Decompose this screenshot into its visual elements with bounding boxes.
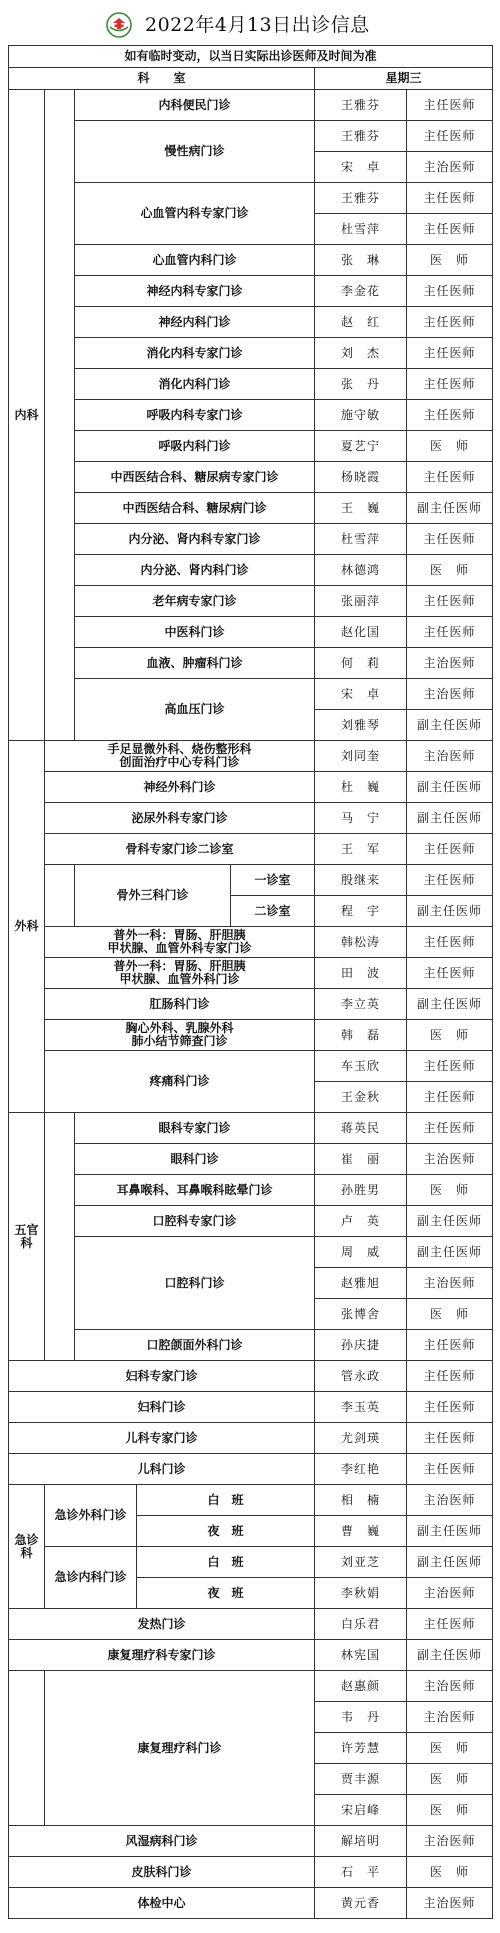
doctor-title: 主任医师 [407, 1609, 493, 1640]
dept-spacer [45, 865, 75, 927]
dept-name [45, 1020, 315, 1051]
doctor-name: 杜雪萍 [315, 214, 407, 245]
dept-name: 急诊外科门诊 [45, 1485, 137, 1547]
table-row [9, 1175, 493, 1206]
doctor-name: 车玉欣 [315, 1051, 407, 1082]
doctor-title: 主任医师 [407, 1423, 493, 1454]
doctor-name: 白乐君 [315, 1609, 407, 1640]
doctor-name: 许芳慧 [315, 1733, 407, 1764]
dept-name: 口腔颌面外科门诊 [75, 1330, 315, 1361]
shift-name: 夜 班 [137, 1578, 315, 1609]
doctor-title: 主治医师 [407, 1888, 493, 1919]
dept-name: 呼吸内科专家门诊 [75, 400, 315, 431]
dept-name: 呼吸内科门诊 [75, 431, 315, 462]
doctor-title: 主任医师 [407, 865, 493, 896]
room-name: 一诊室 [231, 865, 315, 896]
doctor-title: 医 师 [407, 1857, 493, 1888]
doctor-name: 马 宁 [315, 803, 407, 834]
table-row [9, 369, 493, 400]
doctor-title: 主治医师 [407, 1578, 493, 1609]
table-row [9, 1857, 493, 1888]
doctor-title: 副主任医师 [407, 1516, 493, 1547]
dept-name: 儿科专家门诊 [9, 1423, 315, 1454]
table-row [9, 1206, 493, 1237]
doctor-title: 医 师 [407, 1764, 493, 1795]
doctor-name: 田 波 [315, 958, 407, 989]
doctor-name: 宋 卓 [315, 679, 407, 710]
doctor-name: 张 琳 [315, 245, 407, 276]
table-row [9, 1113, 493, 1144]
dept-name: 内分泌、肾内科门诊 [75, 555, 315, 586]
dept-name: 血液、肿瘤科门诊 [75, 648, 315, 679]
category-waike: 外科 [9, 741, 45, 1113]
doctor-name: 王 巍 [315, 493, 407, 524]
doctor-name: 李立英 [315, 989, 407, 1020]
room-name: 二诊室 [231, 896, 315, 927]
doctor-title: 主任医师 [407, 1454, 493, 1485]
doctor-title: 主任医师 [407, 338, 493, 369]
doctor-title: 主治医师 [407, 1702, 493, 1733]
doctor-name: 王雅芬 [315, 121, 407, 152]
category-jizhen: 急诊科 [9, 1485, 45, 1609]
header [0, 0, 500, 44]
doctor-title: 医 师 [407, 245, 493, 276]
table-row [9, 679, 493, 710]
doctor-name: 赵 红 [315, 307, 407, 338]
doctor-title: 主治医师 [407, 741, 493, 772]
doctor-title: 副主任医师 [407, 803, 493, 834]
dept-name: 骨外三科门诊 [75, 865, 231, 927]
table-row [9, 307, 493, 338]
schedule-table [8, 45, 493, 1919]
doctor-title: 主治医师 [407, 679, 493, 710]
dept-name-line1: 普外一科：胃肠、肝胆胰 [113, 928, 246, 942]
doctor-name: 王金秋 [315, 1082, 407, 1113]
doctor-name: 刘 杰 [315, 338, 407, 369]
dept-name: 中西医结合科、糖尿病门诊 [75, 493, 315, 524]
dept-name: 急诊内科门诊 [45, 1547, 137, 1609]
doctor-name: 李秋娟 [315, 1578, 407, 1609]
table-row [9, 834, 493, 865]
doctor-name: 李红艳 [315, 1454, 407, 1485]
dept-name: 中医科门诊 [75, 617, 315, 648]
doctor-name: 崔 丽 [315, 1144, 407, 1175]
doctor-name: 贾丰源 [315, 1764, 407, 1795]
dept-name [45, 927, 315, 958]
doctor-name: 刘同奎 [315, 741, 407, 772]
dept-name-line2: 肺小结节筛查门诊 [131, 1034, 228, 1048]
doctor-title: 主治医师 [407, 1671, 493, 1702]
table-row [9, 1826, 493, 1857]
doctor-title: 主任医师 [407, 1082, 493, 1113]
table-row [9, 865, 493, 896]
table-row [9, 648, 493, 679]
table-row [9, 90, 493, 121]
table-row [9, 1423, 493, 1454]
doctor-name: 韦 丹 [315, 1702, 407, 1733]
dept-name: 心血管内科专家门诊 [75, 183, 315, 245]
doctor-title: 副主任医师 [407, 1206, 493, 1237]
table-row [9, 1671, 493, 1702]
doctor-title: 主任医师 [407, 214, 493, 245]
dept-name [45, 958, 315, 989]
dept-name [45, 741, 315, 772]
doctor-title: 副主任医师 [407, 1547, 493, 1578]
doctor-name: 韩松涛 [315, 927, 407, 958]
doctor-title: 主任医师 [407, 617, 493, 648]
table-row [9, 276, 493, 307]
table-row [9, 555, 493, 586]
doctor-name: 赵化国 [315, 617, 407, 648]
doctor-name: 石 平 [315, 1857, 407, 1888]
doctor-name: 管永政 [315, 1361, 407, 1392]
table-row [9, 1051, 493, 1082]
category-wuguan: 五官科 [9, 1113, 45, 1361]
table-row [9, 1485, 493, 1516]
shift-name: 白 班 [137, 1485, 315, 1516]
dept-name-line1: 手足显微外科、烧伤整形科 [107, 742, 252, 756]
dept-name: 康复理疗科门诊 [45, 1671, 315, 1826]
table-row [9, 958, 493, 989]
dept-name: 内分泌、肾内科专家门诊 [75, 524, 315, 555]
doctor-title: 医 师 [407, 1020, 493, 1051]
table-row [9, 1547, 493, 1578]
doctor-name: 解培明 [315, 1826, 407, 1857]
table-row [9, 1144, 493, 1175]
table-row [9, 617, 493, 648]
doctor-title: 主任医师 [407, 276, 493, 307]
dept-name-line2: 甲状腺、血管外科专家门诊 [107, 941, 252, 955]
header-row [9, 68, 493, 90]
doctor-title: 主治医师 [407, 648, 493, 679]
doctor-title: 医 师 [407, 431, 493, 462]
table-row [9, 1237, 493, 1268]
table-row [9, 803, 493, 834]
doctor-title: 主治医师 [407, 1144, 493, 1175]
doctor-title: 主任医师 [407, 369, 493, 400]
dept-name: 眼科专家门诊 [75, 1113, 315, 1144]
doctor-title: 主任医师 [407, 90, 493, 121]
dept-name: 泌尿外科专家门诊 [45, 803, 315, 834]
dept-name: 发热门诊 [9, 1609, 315, 1640]
hospital-logo-icon [106, 12, 132, 38]
table-row [9, 586, 493, 617]
table-row [9, 183, 493, 214]
dept-name: 老年病专家门诊 [75, 586, 315, 617]
dept-name: 妇科专家门诊 [9, 1361, 315, 1392]
doctor-name: 夏艺宁 [315, 431, 407, 462]
doctor-title: 主任医师 [407, 307, 493, 338]
notice-row [9, 46, 493, 68]
doctor-title: 医 师 [407, 1795, 493, 1826]
doctor-title: 副主任医师 [407, 989, 493, 1020]
dept-name: 神经内科门诊 [75, 307, 315, 338]
doctor-name: 宋启峰 [315, 1795, 407, 1826]
doctor-name: 蒋英民 [315, 1113, 407, 1144]
doctor-name: 张博舍 [315, 1299, 407, 1330]
dept-name: 骨科专家门诊二诊室 [45, 834, 315, 865]
table-row [9, 431, 493, 462]
table-row [9, 524, 493, 555]
table-row [9, 772, 493, 803]
doctor-title: 主任医师 [407, 958, 493, 989]
doctor-title: 主治医师 [407, 152, 493, 183]
dept-name: 慢性病门诊 [75, 121, 315, 183]
dept-name: 消化内科门诊 [75, 369, 315, 400]
dept-spacer [9, 1671, 45, 1826]
doctor-name: 王 军 [315, 834, 407, 865]
category-neike: 内科 [9, 90, 45, 741]
doctor-name: 相 楠 [315, 1485, 407, 1516]
doctor-title: 主任医师 [407, 1113, 493, 1144]
doctor-title: 副主任医师 [407, 1237, 493, 1268]
dept-name: 神经外科门诊 [45, 772, 315, 803]
doctor-title: 主任医师 [407, 183, 493, 214]
page-title: 2022年4月13日出诊信息 [145, 14, 370, 36]
doctor-name: 尤剑瑛 [315, 1423, 407, 1454]
table-row [9, 121, 493, 152]
doctor-name: 曹 巍 [315, 1516, 407, 1547]
doctor-title: 副主任医师 [407, 493, 493, 524]
shift-name: 白 班 [137, 1547, 315, 1578]
table-row [9, 400, 493, 431]
doctor-name: 王雅芬 [315, 90, 407, 121]
dept-name: 疼痛科门诊 [45, 1051, 315, 1113]
dept-name: 消化内科专家门诊 [75, 338, 315, 369]
doctor-title: 医 师 [407, 1299, 493, 1330]
doctor-title: 主治医师 [407, 1485, 493, 1516]
doctor-title: 副主任医师 [407, 896, 493, 927]
table-row [9, 1454, 493, 1485]
dept-name: 妇科门诊 [9, 1392, 315, 1423]
shift-name: 夜 班 [137, 1516, 315, 1547]
dept-name: 中西医结合科、糖尿病专家门诊 [75, 462, 315, 493]
doctor-name: 施守敏 [315, 400, 407, 431]
doctor-title: 主任医师 [407, 1361, 493, 1392]
dept-name-line2: 甲状腺、血管外科门诊 [119, 972, 240, 986]
table-row [9, 462, 493, 493]
doctor-title: 主任医师 [407, 1330, 493, 1361]
doctor-name: 刘亚芝 [315, 1547, 407, 1578]
column-header-dept: 科 室 [9, 68, 315, 90]
dept-name: 眼科门诊 [75, 1144, 315, 1175]
doctor-title: 主任医师 [407, 927, 493, 958]
dept-name-line1: 胸心外科、乳腺外科 [125, 1021, 234, 1035]
table-row [9, 741, 493, 772]
dept-name-line1: 普外一科：胃肠、肝胆胰 [113, 959, 246, 973]
dept-name: 口腔科专家门诊 [75, 1206, 315, 1237]
doctor-title: 医 师 [407, 1175, 493, 1206]
doctor-name: 张 丹 [315, 369, 407, 400]
dept-name: 康复理疗科专家门诊 [9, 1640, 315, 1671]
dept-name: 耳鼻喉科、耳鼻喉科眩晕门诊 [75, 1175, 315, 1206]
doctor-name: 殷继来 [315, 865, 407, 896]
doctor-name: 杜 巍 [315, 772, 407, 803]
doctor-name: 卢 英 [315, 1206, 407, 1237]
doctor-title: 主任医师 [407, 400, 493, 431]
doctor-name: 李玉英 [315, 1392, 407, 1423]
doctor-name: 孙庆捷 [315, 1330, 407, 1361]
category-neike-spacer [45, 90, 75, 741]
doctor-name: 黄元香 [315, 1888, 407, 1919]
table-row [9, 1330, 493, 1361]
doctor-name: 刘雅琴 [315, 710, 407, 741]
doctor-name: 李金花 [315, 276, 407, 307]
dept-name: 体检中心 [9, 1888, 315, 1919]
dept-name: 皮肤科门诊 [9, 1857, 315, 1888]
notice-text: 如有临时变动，以当日实际出诊医师及时间为准 [9, 46, 493, 68]
doctor-title: 主任医师 [407, 121, 493, 152]
doctor-name: 程 宇 [315, 896, 407, 927]
doctor-title: 副主任医师 [407, 1640, 493, 1671]
dept-name: 肛肠科门诊 [45, 989, 315, 1020]
doctor-title: 主任医师 [407, 586, 493, 617]
dept-name-line2: 创面治疗中心专科门诊 [119, 755, 240, 769]
category-wuguan-spacer [45, 1113, 75, 1361]
doctor-name: 杨晓霞 [315, 462, 407, 493]
table-row [9, 338, 493, 369]
doctor-title: 主任医师 [407, 462, 493, 493]
doctor-title: 主治医师 [407, 1268, 493, 1299]
column-header-wednesday: 星期三 [315, 68, 493, 90]
table-row [9, 1640, 493, 1671]
doctor-title: 主任医师 [407, 1051, 493, 1082]
dept-name: 儿科门诊 [9, 1454, 315, 1485]
dept-name: 神经内科专家门诊 [75, 276, 315, 307]
table-row [9, 1609, 493, 1640]
table-row [9, 245, 493, 276]
table-row [9, 1361, 493, 1392]
table-row [9, 493, 493, 524]
table-row [9, 1392, 493, 1423]
doctor-name: 杜雪萍 [315, 524, 407, 555]
table-row [9, 1888, 493, 1919]
table-row [9, 927, 493, 958]
doctor-name: 林宪国 [315, 1640, 407, 1671]
table-row [9, 989, 493, 1020]
doctor-title: 副主任医师 [407, 710, 493, 741]
doctor-title: 医 师 [407, 1733, 493, 1764]
doctor-name: 林德鸿 [315, 555, 407, 586]
doctor-name: 赵惠颜 [315, 1671, 407, 1702]
doctor-name: 何 莉 [315, 648, 407, 679]
doctor-title: 主任医师 [407, 524, 493, 555]
doctor-title: 医 师 [407, 555, 493, 586]
doctor-name: 宋 卓 [315, 152, 407, 183]
doctor-title: 副主任医师 [407, 772, 493, 803]
doctor-name: 孙胜男 [315, 1175, 407, 1206]
doctor-title: 主任医师 [407, 834, 493, 865]
doctor-name: 韩 磊 [315, 1020, 407, 1051]
doctor-title: 主任医师 [407, 1392, 493, 1423]
doctor-name: 王雅芬 [315, 183, 407, 214]
doctor-title: 主治医师 [407, 1826, 493, 1857]
dept-name: 口腔科门诊 [75, 1237, 315, 1330]
table-row [9, 1020, 493, 1051]
dept-name: 心血管内科门诊 [75, 245, 315, 276]
dept-name: 高血压门诊 [75, 679, 315, 741]
dept-name: 风湿病科门诊 [9, 1826, 315, 1857]
dept-name: 内科便民门诊 [75, 90, 315, 121]
doctor-name: 张丽萍 [315, 586, 407, 617]
doctor-name: 赵雅旭 [315, 1268, 407, 1299]
doctor-name: 周 威 [315, 1237, 407, 1268]
